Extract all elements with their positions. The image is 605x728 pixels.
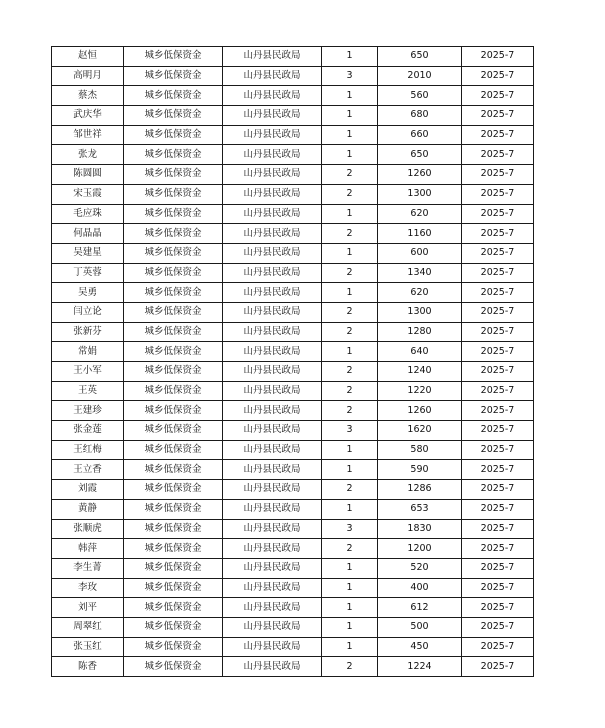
period-cell: 2025-7 bbox=[462, 519, 534, 539]
amount-cell: 650 bbox=[378, 145, 462, 165]
amount-cell: 1160 bbox=[378, 224, 462, 244]
household-size-cell: 1 bbox=[322, 499, 378, 519]
recipient-name-cell: 王英 bbox=[52, 381, 124, 401]
subsidy-recipient-table bbox=[51, 46, 534, 677]
household-size-cell: 1 bbox=[322, 637, 378, 657]
fund-type-cell: 城乡低保资金 bbox=[124, 322, 223, 342]
period-cell: 2025-7 bbox=[462, 499, 534, 519]
period-cell: 2025-7 bbox=[462, 362, 534, 382]
issuing-agency-cell: 山丹县民政局 bbox=[223, 66, 322, 86]
household-size-cell: 1 bbox=[322, 460, 378, 480]
household-size-cell: 1 bbox=[322, 204, 378, 224]
household-size-cell: 2 bbox=[322, 302, 378, 322]
amount-cell: 1830 bbox=[378, 519, 462, 539]
amount-cell: 1300 bbox=[378, 184, 462, 204]
recipient-name-cell: 刘平 bbox=[52, 598, 124, 618]
issuing-agency-cell: 山丹县民政局 bbox=[223, 657, 322, 677]
household-size-cell: 2 bbox=[322, 322, 378, 342]
fund-type-cell: 城乡低保资金 bbox=[124, 165, 223, 185]
amount-cell: 1260 bbox=[378, 165, 462, 185]
table-row bbox=[52, 283, 534, 303]
table-row bbox=[52, 66, 534, 86]
recipient-name-cell: 张龙 bbox=[52, 145, 124, 165]
fund-type-cell: 城乡低保资金 bbox=[124, 125, 223, 145]
household-size-cell: 1 bbox=[322, 578, 378, 598]
issuing-agency-cell: 山丹县民政局 bbox=[223, 440, 322, 460]
period-cell: 2025-7 bbox=[462, 47, 534, 67]
recipient-name-cell: 张玉红 bbox=[52, 637, 124, 657]
fund-type-cell: 城乡低保资金 bbox=[124, 539, 223, 559]
period-cell: 2025-7 bbox=[462, 401, 534, 421]
issuing-agency-cell: 山丹县民政局 bbox=[223, 302, 322, 322]
issuing-agency-cell: 山丹县民政局 bbox=[223, 204, 322, 224]
fund-type-cell: 城乡低保资金 bbox=[124, 263, 223, 283]
period-cell: 2025-7 bbox=[462, 204, 534, 224]
table-row bbox=[52, 165, 534, 185]
table-row bbox=[52, 125, 534, 145]
recipient-name-cell: 吴建星 bbox=[52, 243, 124, 263]
household-size-cell: 2 bbox=[322, 224, 378, 244]
table-row bbox=[52, 106, 534, 126]
fund-type-cell: 城乡低保资金 bbox=[124, 106, 223, 126]
recipient-name-cell: 何晶晶 bbox=[52, 224, 124, 244]
amount-cell: 520 bbox=[378, 558, 462, 578]
table-row bbox=[52, 440, 534, 460]
recipient-name-cell: 高明月 bbox=[52, 66, 124, 86]
issuing-agency-cell: 山丹县民政局 bbox=[223, 381, 322, 401]
amount-cell: 1224 bbox=[378, 657, 462, 677]
recipient-name-cell: 张顺虎 bbox=[52, 519, 124, 539]
period-cell: 2025-7 bbox=[462, 283, 534, 303]
amount-cell: 1240 bbox=[378, 362, 462, 382]
fund-type-cell: 城乡低保资金 bbox=[124, 302, 223, 322]
household-size-cell: 1 bbox=[322, 598, 378, 618]
fund-type-cell: 城乡低保资金 bbox=[124, 421, 223, 441]
recipient-name-cell: 陈香 bbox=[52, 657, 124, 677]
table-row bbox=[52, 342, 534, 362]
table-row bbox=[52, 421, 534, 441]
table-row bbox=[52, 86, 534, 106]
issuing-agency-cell: 山丹县民政局 bbox=[223, 617, 322, 637]
amount-cell: 590 bbox=[378, 460, 462, 480]
household-size-cell: 2 bbox=[322, 657, 378, 677]
amount-cell: 650 bbox=[378, 47, 462, 67]
amount-cell: 660 bbox=[378, 125, 462, 145]
fund-type-cell: 城乡低保资金 bbox=[124, 519, 223, 539]
issuing-agency-cell: 山丹县民政局 bbox=[223, 480, 322, 500]
household-size-cell: 2 bbox=[322, 184, 378, 204]
issuing-agency-cell: 山丹县民政局 bbox=[223, 283, 322, 303]
table-row bbox=[52, 47, 534, 67]
subsidy-table-container bbox=[51, 46, 534, 677]
household-size-cell: 1 bbox=[322, 125, 378, 145]
table-row bbox=[52, 539, 534, 559]
amount-cell: 500 bbox=[378, 617, 462, 637]
issuing-agency-cell: 山丹县民政局 bbox=[223, 165, 322, 185]
issuing-agency-cell: 山丹县民政局 bbox=[223, 125, 322, 145]
period-cell: 2025-7 bbox=[462, 86, 534, 106]
table-row bbox=[52, 637, 534, 657]
fund-type-cell: 城乡低保资金 bbox=[124, 86, 223, 106]
period-cell: 2025-7 bbox=[462, 637, 534, 657]
amount-cell: 580 bbox=[378, 440, 462, 460]
household-size-cell: 3 bbox=[322, 66, 378, 86]
recipient-name-cell: 李生菁 bbox=[52, 558, 124, 578]
amount-cell: 1260 bbox=[378, 401, 462, 421]
issuing-agency-cell: 山丹县民政局 bbox=[223, 362, 322, 382]
issuing-agency-cell: 山丹县民政局 bbox=[223, 637, 322, 657]
recipient-name-cell: 王小军 bbox=[52, 362, 124, 382]
fund-type-cell: 城乡低保资金 bbox=[124, 657, 223, 677]
household-size-cell: 1 bbox=[322, 558, 378, 578]
household-size-cell: 1 bbox=[322, 243, 378, 263]
recipient-name-cell: 赵恒 bbox=[52, 47, 124, 67]
recipient-name-cell: 王立香 bbox=[52, 460, 124, 480]
fund-type-cell: 城乡低保资金 bbox=[124, 598, 223, 618]
household-size-cell: 1 bbox=[322, 342, 378, 362]
household-size-cell: 1 bbox=[322, 145, 378, 165]
fund-type-cell: 城乡低保资金 bbox=[124, 401, 223, 421]
household-size-cell: 2 bbox=[322, 263, 378, 283]
household-size-cell: 2 bbox=[322, 401, 378, 421]
fund-type-cell: 城乡低保资金 bbox=[124, 47, 223, 67]
recipient-name-cell: 韩萍 bbox=[52, 539, 124, 559]
amount-cell: 620 bbox=[378, 204, 462, 224]
household-size-cell: 1 bbox=[322, 106, 378, 126]
amount-cell: 2010 bbox=[378, 66, 462, 86]
issuing-agency-cell: 山丹县民政局 bbox=[223, 421, 322, 441]
issuing-agency-cell: 山丹县民政局 bbox=[223, 184, 322, 204]
period-cell: 2025-7 bbox=[462, 66, 534, 86]
recipient-name-cell: 邹世祥 bbox=[52, 125, 124, 145]
period-cell: 2025-7 bbox=[462, 322, 534, 342]
table-row bbox=[52, 381, 534, 401]
amount-cell: 400 bbox=[378, 578, 462, 598]
household-size-cell: 2 bbox=[322, 381, 378, 401]
fund-type-cell: 城乡低保资金 bbox=[124, 283, 223, 303]
amount-cell: 640 bbox=[378, 342, 462, 362]
fund-type-cell: 城乡低保资金 bbox=[124, 184, 223, 204]
issuing-agency-cell: 山丹县民政局 bbox=[223, 578, 322, 598]
issuing-agency-cell: 山丹县民政局 bbox=[223, 224, 322, 244]
table-row bbox=[52, 578, 534, 598]
issuing-agency-cell: 山丹县民政局 bbox=[223, 499, 322, 519]
fund-type-cell: 城乡低保资金 bbox=[124, 480, 223, 500]
amount-cell: 1340 bbox=[378, 263, 462, 283]
fund-type-cell: 城乡低保资金 bbox=[124, 145, 223, 165]
table-row bbox=[52, 460, 534, 480]
period-cell: 2025-7 bbox=[462, 480, 534, 500]
recipient-name-cell: 陈圆圆 bbox=[52, 165, 124, 185]
table-row bbox=[52, 204, 534, 224]
issuing-agency-cell: 山丹县民政局 bbox=[223, 539, 322, 559]
household-size-cell: 1 bbox=[322, 86, 378, 106]
amount-cell: 1200 bbox=[378, 539, 462, 559]
amount-cell: 620 bbox=[378, 283, 462, 303]
period-cell: 2025-7 bbox=[462, 224, 534, 244]
household-size-cell: 2 bbox=[322, 362, 378, 382]
fund-type-cell: 城乡低保资金 bbox=[124, 362, 223, 382]
period-cell: 2025-7 bbox=[462, 184, 534, 204]
period-cell: 2025-7 bbox=[462, 125, 534, 145]
fund-type-cell: 城乡低保资金 bbox=[124, 637, 223, 657]
recipient-name-cell: 王红梅 bbox=[52, 440, 124, 460]
issuing-agency-cell: 山丹县民政局 bbox=[223, 342, 322, 362]
table-row bbox=[52, 558, 534, 578]
fund-type-cell: 城乡低保资金 bbox=[124, 224, 223, 244]
issuing-agency-cell: 山丹县民政局 bbox=[223, 519, 322, 539]
table-row bbox=[52, 598, 534, 618]
period-cell: 2025-7 bbox=[462, 578, 534, 598]
amount-cell: 1220 bbox=[378, 381, 462, 401]
period-cell: 2025-7 bbox=[462, 421, 534, 441]
fund-type-cell: 城乡低保资金 bbox=[124, 66, 223, 86]
issuing-agency-cell: 山丹县民政局 bbox=[223, 243, 322, 263]
period-cell: 2025-7 bbox=[462, 106, 534, 126]
table-row bbox=[52, 184, 534, 204]
recipient-name-cell: 武庆华 bbox=[52, 106, 124, 126]
recipient-name-cell: 张金莲 bbox=[52, 421, 124, 441]
fund-type-cell: 城乡低保资金 bbox=[124, 204, 223, 224]
recipient-name-cell: 蔡杰 bbox=[52, 86, 124, 106]
issuing-agency-cell: 山丹县民政局 bbox=[223, 460, 322, 480]
fund-type-cell: 城乡低保资金 bbox=[124, 499, 223, 519]
recipient-name-cell: 宋玉霞 bbox=[52, 184, 124, 204]
issuing-agency-cell: 山丹县民政局 bbox=[223, 598, 322, 618]
recipient-name-cell: 李玫 bbox=[52, 578, 124, 598]
recipient-name-cell: 闫立论 bbox=[52, 302, 124, 322]
household-size-cell: 1 bbox=[322, 47, 378, 67]
table-row bbox=[52, 401, 534, 421]
fund-type-cell: 城乡低保资金 bbox=[124, 440, 223, 460]
amount-cell: 1280 bbox=[378, 322, 462, 342]
recipient-name-cell: 黄静 bbox=[52, 499, 124, 519]
issuing-agency-cell: 山丹县民政局 bbox=[223, 86, 322, 106]
amount-cell: 653 bbox=[378, 499, 462, 519]
amount-cell: 450 bbox=[378, 637, 462, 657]
period-cell: 2025-7 bbox=[462, 243, 534, 263]
household-size-cell: 2 bbox=[322, 539, 378, 559]
table-row bbox=[52, 499, 534, 519]
fund-type-cell: 城乡低保资金 bbox=[124, 558, 223, 578]
table-row bbox=[52, 480, 534, 500]
fund-type-cell: 城乡低保资金 bbox=[124, 381, 223, 401]
issuing-agency-cell: 山丹县民政局 bbox=[223, 322, 322, 342]
recipient-name-cell: 张新芬 bbox=[52, 322, 124, 342]
household-size-cell: 2 bbox=[322, 480, 378, 500]
fund-type-cell: 城乡低保资金 bbox=[124, 243, 223, 263]
period-cell: 2025-7 bbox=[462, 302, 534, 322]
period-cell: 2025-7 bbox=[462, 617, 534, 637]
amount-cell: 612 bbox=[378, 598, 462, 618]
period-cell: 2025-7 bbox=[462, 263, 534, 283]
fund-type-cell: 城乡低保资金 bbox=[124, 578, 223, 598]
amount-cell: 680 bbox=[378, 106, 462, 126]
recipient-name-cell: 王建珍 bbox=[52, 401, 124, 421]
table-row bbox=[52, 617, 534, 637]
table-body bbox=[52, 47, 534, 677]
period-cell: 2025-7 bbox=[462, 539, 534, 559]
fund-type-cell: 城乡低保资金 bbox=[124, 617, 223, 637]
table-row bbox=[52, 302, 534, 322]
table-row bbox=[52, 519, 534, 539]
household-size-cell: 1 bbox=[322, 617, 378, 637]
table-row bbox=[52, 322, 534, 342]
issuing-agency-cell: 山丹县民政局 bbox=[223, 145, 322, 165]
period-cell: 2025-7 bbox=[462, 440, 534, 460]
recipient-name-cell: 刘霞 bbox=[52, 480, 124, 500]
issuing-agency-cell: 山丹县民政局 bbox=[223, 47, 322, 67]
household-size-cell: 2 bbox=[322, 165, 378, 185]
period-cell: 2025-7 bbox=[462, 145, 534, 165]
period-cell: 2025-7 bbox=[462, 342, 534, 362]
household-size-cell: 1 bbox=[322, 440, 378, 460]
issuing-agency-cell: 山丹县民政局 bbox=[223, 106, 322, 126]
recipient-name-cell: 常娟 bbox=[52, 342, 124, 362]
household-size-cell: 3 bbox=[322, 421, 378, 441]
recipient-name-cell: 周翠红 bbox=[52, 617, 124, 637]
table-row bbox=[52, 657, 534, 677]
issuing-agency-cell: 山丹县民政局 bbox=[223, 263, 322, 283]
table-row bbox=[52, 243, 534, 263]
household-size-cell: 3 bbox=[322, 519, 378, 539]
period-cell: 2025-7 bbox=[462, 165, 534, 185]
household-size-cell: 1 bbox=[322, 283, 378, 303]
amount-cell: 1300 bbox=[378, 302, 462, 322]
table-row bbox=[52, 224, 534, 244]
issuing-agency-cell: 山丹县民政局 bbox=[223, 401, 322, 421]
period-cell: 2025-7 bbox=[462, 598, 534, 618]
table-row bbox=[52, 145, 534, 165]
period-cell: 2025-7 bbox=[462, 558, 534, 578]
recipient-name-cell: 丁英蓉 bbox=[52, 263, 124, 283]
fund-type-cell: 城乡低保资金 bbox=[124, 460, 223, 480]
period-cell: 2025-7 bbox=[462, 460, 534, 480]
recipient-name-cell: 吴勇 bbox=[52, 283, 124, 303]
table-row bbox=[52, 362, 534, 382]
amount-cell: 560 bbox=[378, 86, 462, 106]
amount-cell: 1620 bbox=[378, 421, 462, 441]
table-row bbox=[52, 263, 534, 283]
amount-cell: 1286 bbox=[378, 480, 462, 500]
issuing-agency-cell: 山丹县民政局 bbox=[223, 558, 322, 578]
fund-type-cell: 城乡低保资金 bbox=[124, 342, 223, 362]
recipient-name-cell: 毛应珠 bbox=[52, 204, 124, 224]
amount-cell: 600 bbox=[378, 243, 462, 263]
period-cell: 2025-7 bbox=[462, 381, 534, 401]
period-cell: 2025-7 bbox=[462, 657, 534, 677]
